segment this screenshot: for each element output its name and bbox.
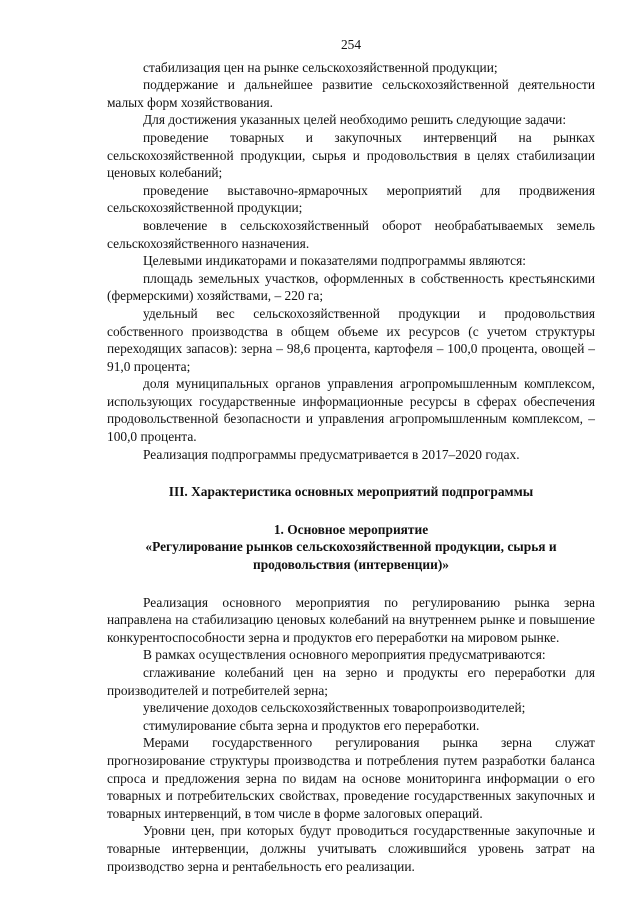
document-page [107, 36, 595, 875]
paragraph: Реализация основного мероприятия по регулированию рынка зерна направлена на стабилизацию ценовых колебаний на внутреннем рынке и повышение конкурентоспособности зерна и продуктов его переработки на мировом рынке. [107, 594, 595, 645]
paragraph: площадь земельных участков, оформленных в собственность крестьянскими (фермерскими) хозяйствами, – 220 га; [107, 270, 595, 304]
paragraph: удельный вес сельскохозяйственной продукции и продовольствия собственного производства в общем объеме их ресурсов (с учетом структуры переходящих запасов): зерна – 98,6 процента, картофеля – 100,0 процента, овощей – 91,0 процента; [107, 305, 595, 374]
paragraph: проведение товарных и закупочных интервенций на рынках сельскохозяйственной продукции, сырья и продовольствия в целях стабилизации ценовых колебаний; [107, 129, 595, 181]
paragraph: стабилизация цен на рынке сельскохозяйственной продукции; [143, 59, 498, 75]
paragraph: В рамках осуществления основного мероприятия предусматриваются: [143, 647, 546, 663]
paragraph: Целевыми индикаторами и показателями подпрограммы являются: [143, 253, 526, 269]
paragraph: Реализация подпрограммы предусматривается в 2017–2020 годах. [143, 446, 520, 462]
subsection-title [107, 521, 595, 574]
paragraph: Мерами государственного регулирования рынка зерна служат прогнозирование структуры производства и потребления путем разработки баланса спроса и предложения зерна по видам на основе мониторинга информации о его товарных и потребительских свойствах, проведение государственных закупочных и товарных интервенций, в том числе в форме залоговых операций. [107, 735, 595, 821]
paragraph: увеличение доходов сельскохозяйственных товаропроизводителей; [143, 700, 526, 716]
paragraph: вовлечение в сельскохозяйственный оборот необрабатываемых земель сельскохозяйственного назначения. [107, 217, 595, 251]
subsection-title-line: продовольствия (интервенции)» [253, 557, 449, 573]
paragraph: проведение выставочно-ярмарочных мероприятий для продвижения сельскохозяйственной продукции; [107, 182, 595, 216]
paragraph: Уровни цен, при которых будут проводиться государственные закупочные и товарные интервенции, должны учитывать сложившийся уровень затрат на производство зерна и рентабельность его реализации. [107, 823, 595, 874]
subsection-title-line: «Регулирование рынков сельскохозяйственной продукции, сырья и [145, 539, 557, 555]
subsection-title-line: 1. Основное мероприятие [273, 521, 429, 537]
paragraph: стимулирование сбыта зерна и продуктов его переработки. [143, 717, 480, 733]
paragraph: доля муниципальных органов управления агропромышленным комплексом, использующих государственные информационные ресурсы в сферах обеспечения продовольственной безопасности и управления агропромышленным комплексом, – 100,0 процента. [107, 376, 595, 445]
section-title: III. Характеристика основных мероприятий подпрограммы [168, 484, 534, 500]
page-number: 254 [340, 37, 362, 52]
paragraph: поддержание и дальнейшее развитие сельскохозяйственной деятельности малых форм хозяйствования. [107, 77, 595, 110]
paragraph: сглаживание колебаний цен на зерно и продукты его переработки для производителей и потребителей зерна; [107, 665, 595, 698]
paragraph: Для достижения указанных целей необходимо решить следующие задачи: [143, 112, 567, 128]
